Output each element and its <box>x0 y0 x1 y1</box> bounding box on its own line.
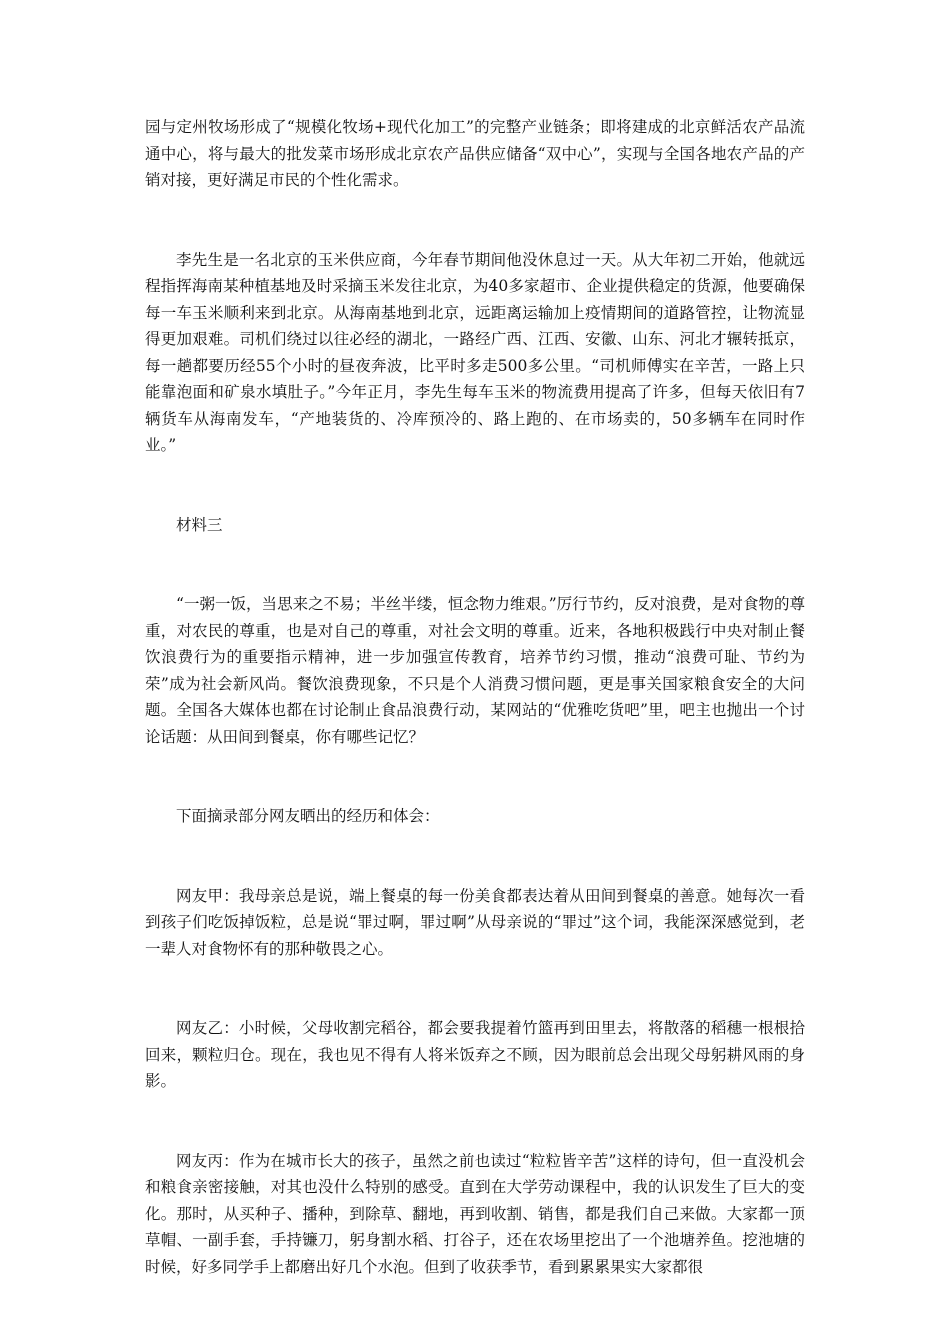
paragraph-corn-supplier: 李先生是一名北京的玉米供应商，今年春节期间他没休息过一天。从大年初二开始，他就远程指挥海南某种植基地及时采摘玉米发往北京，为40多家超市、企业提供稳定的货源，他要确保每一车玉米顺利来到北京。从海南基地到北京，远距离运输加上疫情期间的道路管控，让物流显得更加艰难。司机们绕过以往必经的湖北，一路经广西、江西、安徽、山东、河北才辗转抵京，每一趟都要历经55个小时的昼夜奔波，比平时多走500多公里。“司机师傅实在辛苦，一路上只能靠泡面和矿泉水填肚子。”今年正月，李先生每车玉米的物流费用提高了许多，但每天依旧有7辆货车从海南发车，“产地装货的、冷库预冷的、路上跑的、在市场卖的，50多辆车在同时作业。” <box>145 250 805 454</box>
paragraph-netizen-b: 网友乙：小时候，父母收割完稻谷，都会要我提着竹篮再到田里去，将散落的稻穗一根根拾回来，颗粒归仓。现在，我也见不得有人将米饭弃之不顾，因为眼前总会出现父母躬耕风雨的身影。 <box>145 1019 805 1090</box>
paragraph-industry-chain: 园与定州牧场形成了“规模化牧场+现代化加工”的完整产业链条；即将建成的北京鲜活农产品流通中心，将与最大的批发菜市场形成北京农产品供应储备“双中心”，实现与全国各地农产品的产销对接，更好满足市民的个性化需求。 <box>145 118 805 189</box>
paragraph-netizen-c: 网友丙：作为在城市长大的孩子，虽然之前也读过“粒粒皆辛苦”这样的诗句，但一直没机会和粮食亲密接触，对其也没什么特别的感受。直到在大学劳动课程中，我的认识发生了巨大的变化。那时，从买种子、播种，到除草、翻地，再到收割、销售，都是我们自己来做。大家都一顶草帽、一副手套，手持镰刀，躬身割水稻、打谷子，还在农场里挖出了一个池塘养鱼。挖池塘的时候，好多同学手上都磨出好几个水泡。但到了收获季节，看到累累果实大家都很 <box>145 1151 805 1276</box>
paragraph-netizen-intro: 下面摘录部分网友晒出的经历和体会： <box>176 807 440 825</box>
document-body <box>145 114 805 1333</box>
paragraph-anti-waste: “一粥一饭，当思来之不易；半丝半缕，恒念物力维艰。”厉行节约，反对浪费，是对食物的尊重，对农民的尊重，也是对自己的尊重，对社会文明的尊重。近来，各地积极践行中央对制止餐饮浪费行为的重要指示精神，进一步加强宣传教育，培养节约习惯，推动“浪费可耻、节约为荣”成为社会新风尚。餐饮浪费现象，不只是个人消费习惯问题，更是事关国家粮食安全的大问题。全国各大媒体也都在讨论制止食品浪费行动，某网站的“优雅吃货吧”里，吧主也抛出一个讨论话题：从田间到餐桌，你有哪些记忆？ <box>145 595 805 746</box>
paragraph-netizen-a: 网友甲：我母亲总是说，端上餐桌的每一份美食都表达着从田间到餐桌的善意。她每次一看到孩子们吃饭掉饭粒，总是说“罪过啊，罪过啊”从母亲说的“罪过”这个词，我能深深感觉到，老一辈人对食物怀有的那种敬畏之心。 <box>145 886 805 958</box>
section-heading-material-three: 材料三 <box>176 515 223 534</box>
